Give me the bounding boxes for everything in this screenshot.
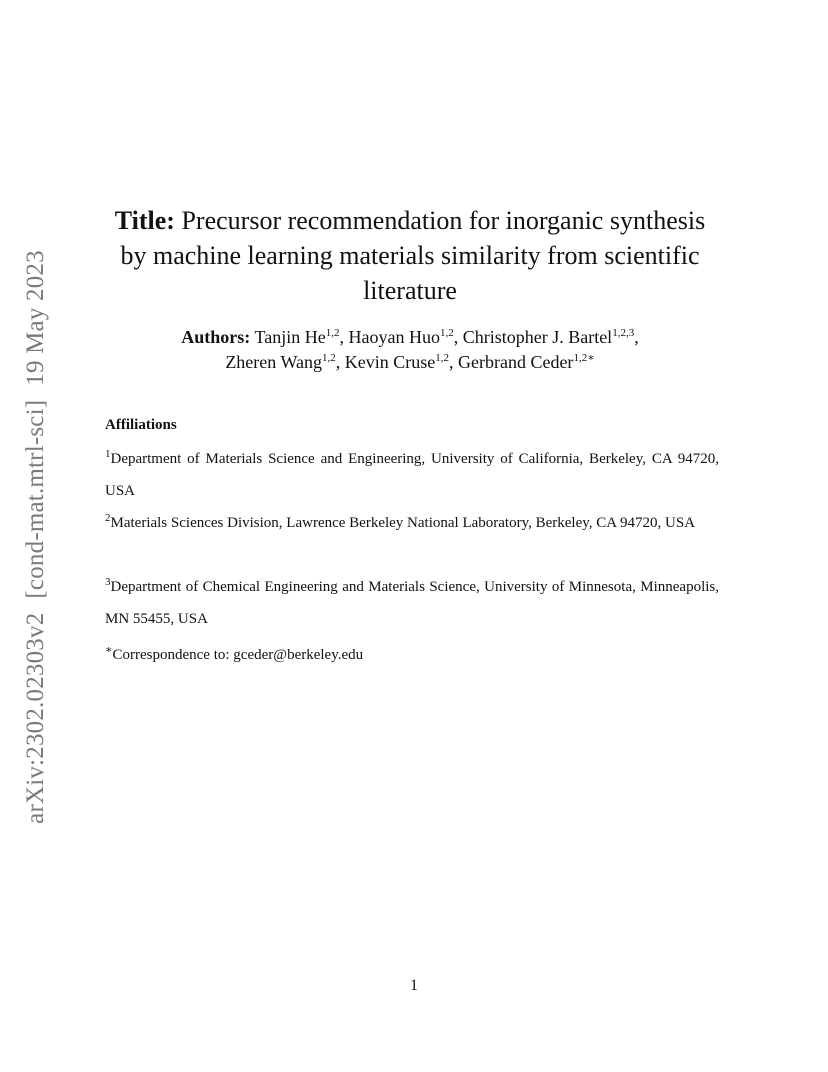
arxiv-date: 19 May 2023 [22,250,49,386]
affiliation-text: Materials Sciences Division, Lawrence Berkeley National Laboratory, Berkeley, CA 94720, USA [110,515,696,531]
correspondence [105,639,719,671]
author-list: Authors: Tanjin He$^{1,2}$, Haoyan Huo$^{1,2}$, Christopher J. Bartel$^{1,2,3}$, Zheren Wang$^{1,2}$, Kevin Cruse$^{1,2}$, Gerbrand Ceder$^{1,2∗}$ [181,327,639,372]
affiliation-2 [105,507,719,539]
arxiv-id: arXiv:2302.02303v2 [22,612,49,824]
author: Gerbrand Ceder [457,352,574,372]
author-affiliation-marker: 1,2 [439,327,454,339]
author-affiliation-marker: 1,2 [325,327,340,339]
arxiv-sidebar-text [22,250,50,824]
author: Tanjin He [254,327,326,347]
author: Kevin Cruse [344,352,436,372]
author: Haoyan Huo [348,327,440,347]
page-number: 1 [410,977,418,994]
author: Christopher J. Bartel [462,327,613,347]
author-affiliation-marker: 1,2 [435,352,449,364]
correspondence-text: Correspondence to: gceder@berkeley.edu [112,647,364,663]
affiliation-text: Department of Materials Science and Engineering, University of California, Berkeley, CA 94720, USA [105,451,719,499]
affiliation-marker: 2 [105,512,111,524]
paper-title [100,203,720,308]
affiliation-marker: 1 [105,448,111,460]
affiliation-3 [105,571,719,635]
arxiv-category: [cond-mat.mtrl-sci] [22,399,49,599]
author-affiliation-marker: 1,2 [322,352,336,364]
author-affiliation-marker: 1,2∗ [573,352,595,364]
affiliation-marker: 3 [105,576,111,588]
affiliation-text: Department of Chemical Engineering and Materials Science, University of Minnesota, Minneapolis, MN 55455, USA [105,579,719,627]
title-text: Precursor recommendation for inorganic synthesis by machine learning materials similarity from scientific literature [120,206,706,305]
correspondence-marker: ∗ [105,644,113,656]
author-affiliation-marker: 1,2,3 [612,327,635,339]
authors-label: Authors: [181,327,251,347]
affiliation-1 [105,443,719,507]
title-label: Title: [114,206,175,235]
author: Zheren Wang [225,352,322,372]
affiliations-heading: Affiliations [105,417,177,433]
